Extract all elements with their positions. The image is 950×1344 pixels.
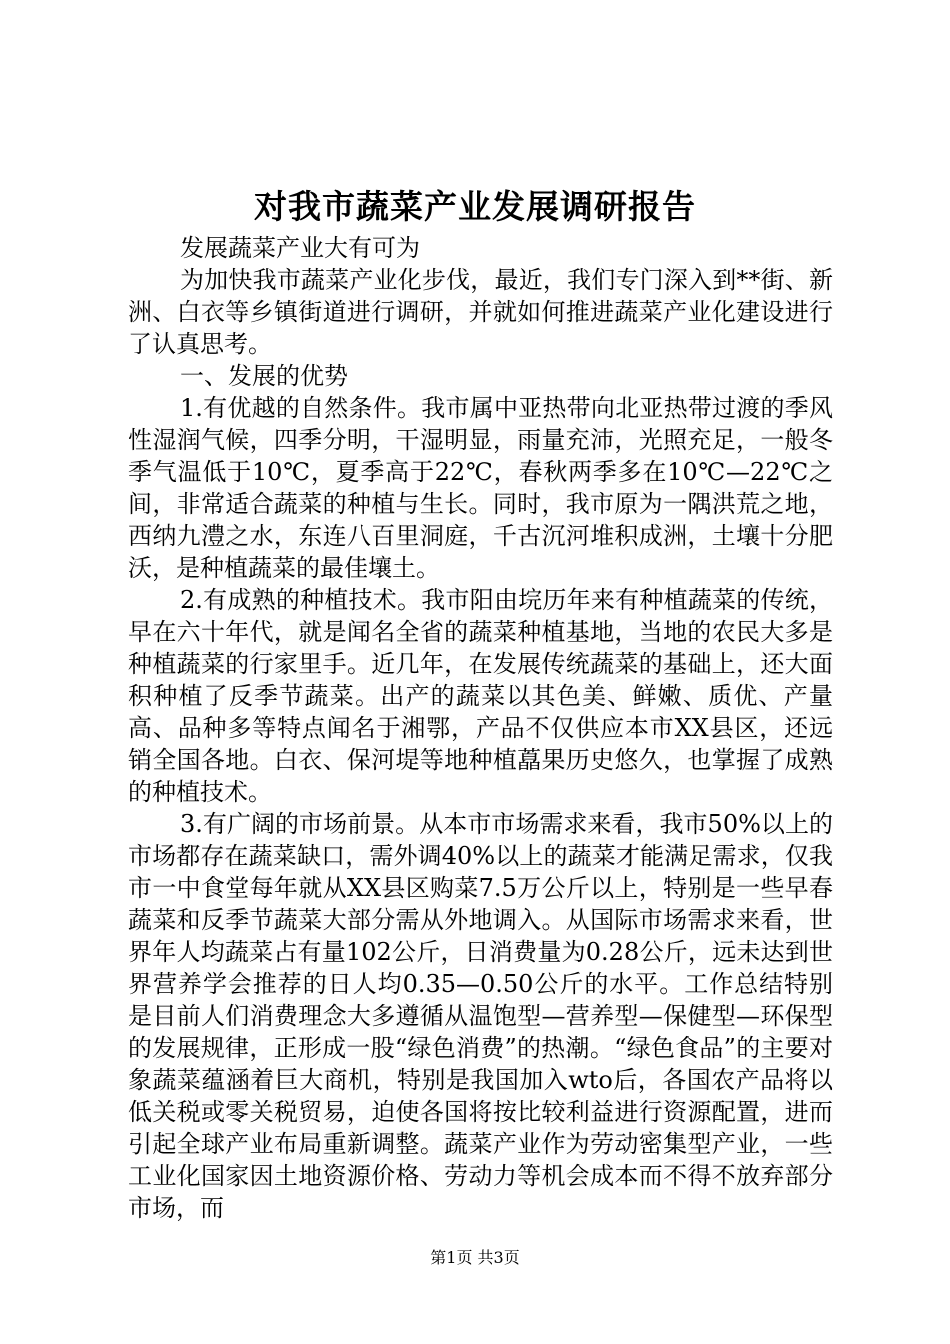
- paragraph-planting-technology: 2.有成熟的种植技术。我市阳由垸历年来有种植蔬菜的传统，早在六十年代，就是闻名全省的蔬菜种植基地，当地的农民大多是种植蔬菜的行家里手。近几年，在发展传统蔬菜的基础上，还大面积种植了反季节蔬菜。出产的蔬菜以其色美、鲜嫩、质优、产量高、品种多等特点闻名于湘鄂，产品不仅供应本市XX县区，还远销全国各地。白衣、保河堤等地种植藠果历史悠久，也掌握了成熟的种植技术。: [128, 586, 833, 806]
- document-title: 对我市蔬菜产业发展调研报告: [254, 187, 696, 226]
- paragraph-market-prospects: 3.有广阔的市场前景。从本市市场需求来看，我市50%以上的市场都存在蔬菜缺口，需外调40%以上的蔬菜才能满足需求，仅我市一中食堂每年就从XX县区购菜7.5万公斤以上，特别是一些早春蔬菜和反季节蔬菜大部分需从外地调入。从国际市场需求来看，世界年人均蔬菜占有量102公斤，日消费量为0.28公斤，远未达到世界营养学会推荐的日人均0.35—0.50公斤的水平。工作总结特别是目前人们消费理念大多遵循从温饱型—营养型—保健型—环保型的发展规律，正形成一股“绿色消费”的热潮。“绿色食品”的主要对象蔬菜蕴涵着巨大商机，特别是我国加入wto后，各国农产品将以低关税或零关税贸易，迫使各国将按比较利益进行资源配置，进而引起全球产业布局重新调整。蔬菜产业作为劳动密集型产业，一些工业化国家因土地资源价格、劳动力等机会成本而不得不放弃部分市场，而: [128, 810, 833, 1222]
- paragraph-intro: 为加快我市蔬菜产业化步伐，最近，我们专门深入到**街、新洲、白衣等乡镇街道进行调研，并就如何推进蔬菜产业化建设进行了认真思考。: [128, 266, 833, 358]
- page-footer: 第1页 共3页: [430, 1248, 520, 1267]
- paragraph-subtitle: 发展蔬菜产业大有可为: [180, 234, 420, 262]
- section-heading-advantages: 一、发展的优势: [180, 362, 348, 390]
- paragraph-natural-conditions: 1.有优越的自然条件。我市属中亚热带向北亚热带过渡的季风性湿润气候，四季分明，干湿明显，雨量充沛，光照充足，一般冬季气温低于10℃，夏季高于22℃，春秋两季多在10℃—22℃之间，非常适合蔬菜的种植与生长。同时，我市原为一隅洪荒之地，西纳九澧之水，东连八百里洞庭，千古沉河堆积成洲，土壤十分肥沃，是种植蔬菜的最佳壤土。: [128, 394, 833, 582]
- document-body: [128, 232, 833, 1224]
